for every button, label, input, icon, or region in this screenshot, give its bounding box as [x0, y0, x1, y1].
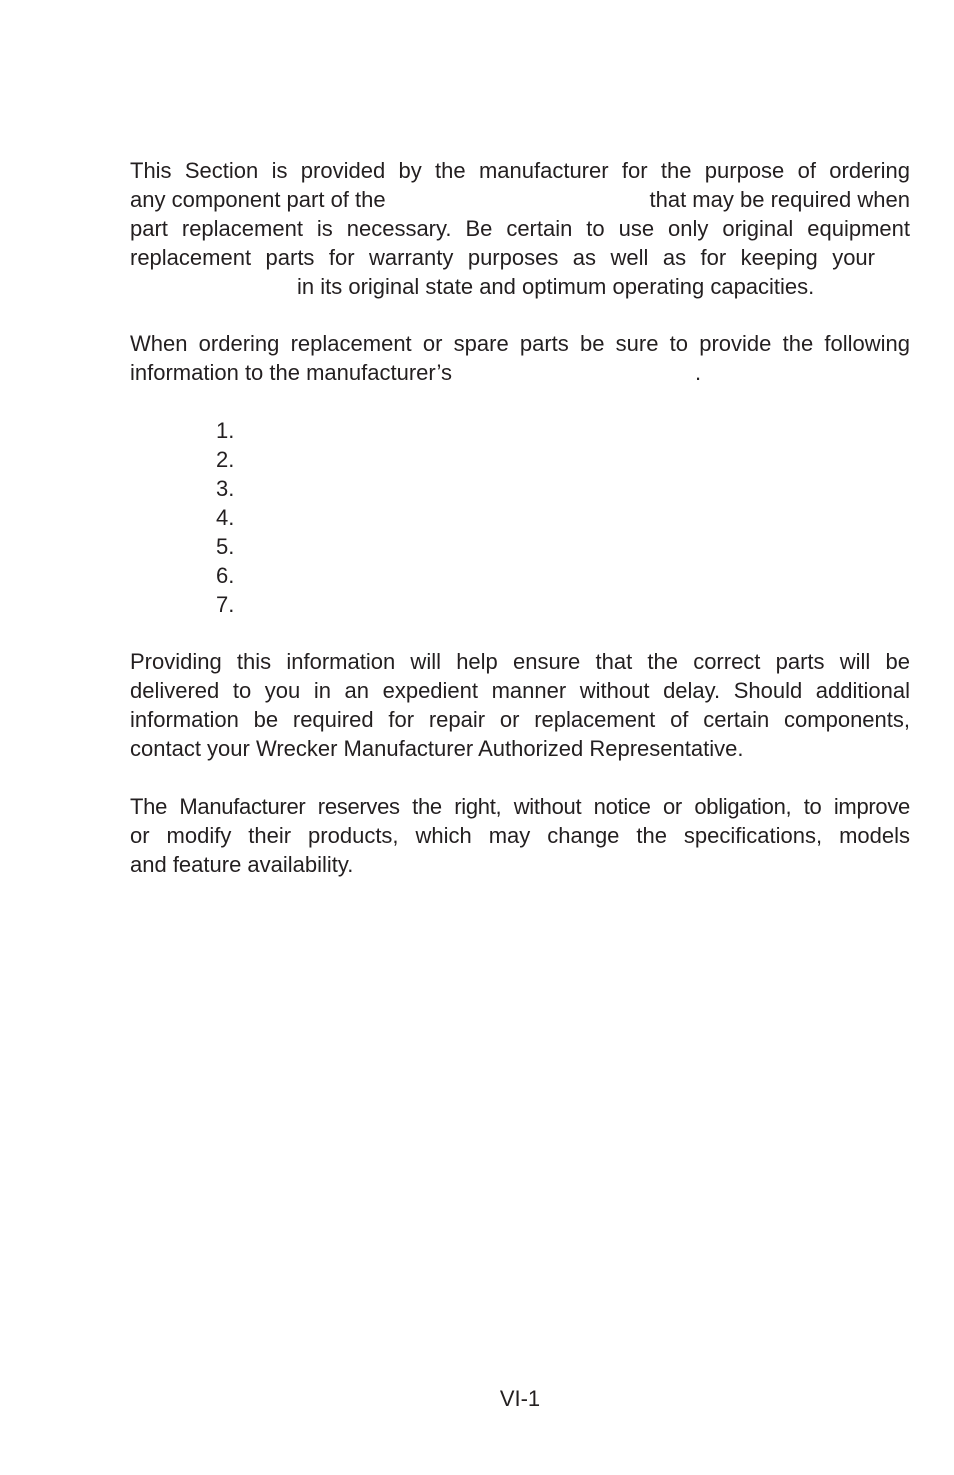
paragraph1-line4-text: replacement parts for warranty purposes as well as for keeping your	[130, 245, 875, 270]
list-item-number: 2.	[216, 447, 235, 472]
paragraph3-line4: contact your Wrecker Manufacturer Authorized Representative.	[130, 736, 744, 761]
paragraph1-line4	[130, 243, 910, 272]
paragraph1-line2-start: any component part of the	[130, 187, 386, 212]
paragraph1-line1: This Section is provided by the manufacturer for the purpose of ordering	[130, 158, 910, 183]
paragraph1-line5-text: in its original state and optimum operating capacities.	[297, 274, 815, 299]
paragraph1-line3: part replacement is necessary. Be certain to use only original equipment	[130, 216, 910, 241]
paragraph2-line2-period: .	[695, 360, 702, 385]
paragraph3-line3: information be required for repair or replacement of certain components,	[130, 707, 910, 732]
paragraph2-line2	[130, 358, 910, 387]
list-item-number: 5.	[216, 534, 235, 559]
paragraph1-line2-end: that may be required when	[649, 187, 910, 212]
list-item-number: 4.	[216, 505, 235, 530]
paragraph2-line1: When ordering replacement or spare parts be sure to provide the following	[130, 331, 910, 356]
list-item-number: 3.	[216, 476, 235, 501]
list-item-number: 1.	[216, 418, 235, 443]
paragraph2-line2-start: information to the manufacturer’s	[130, 360, 453, 385]
paragraph4-line3: and feature availability.	[130, 852, 354, 877]
list-item-number: 7.	[216, 592, 235, 617]
paragraph4-line1: The Manufacturer reserves the right, without notice or obligation, to improve	[130, 794, 910, 819]
paragraph3-line2: delivered to you in an expedient manner without delay. Should additional	[130, 678, 910, 703]
list-item-number: 6.	[216, 563, 235, 588]
paragraph3-line1: Providing this information will help ensure that the correct parts will be	[130, 649, 910, 674]
paragraph1-line5	[130, 272, 910, 301]
paragraph1-line2	[130, 185, 910, 214]
paragraph4-line2: or modify their products, which may change the specifications, models	[130, 823, 910, 848]
page-number: VI-1	[499, 1386, 541, 1411]
